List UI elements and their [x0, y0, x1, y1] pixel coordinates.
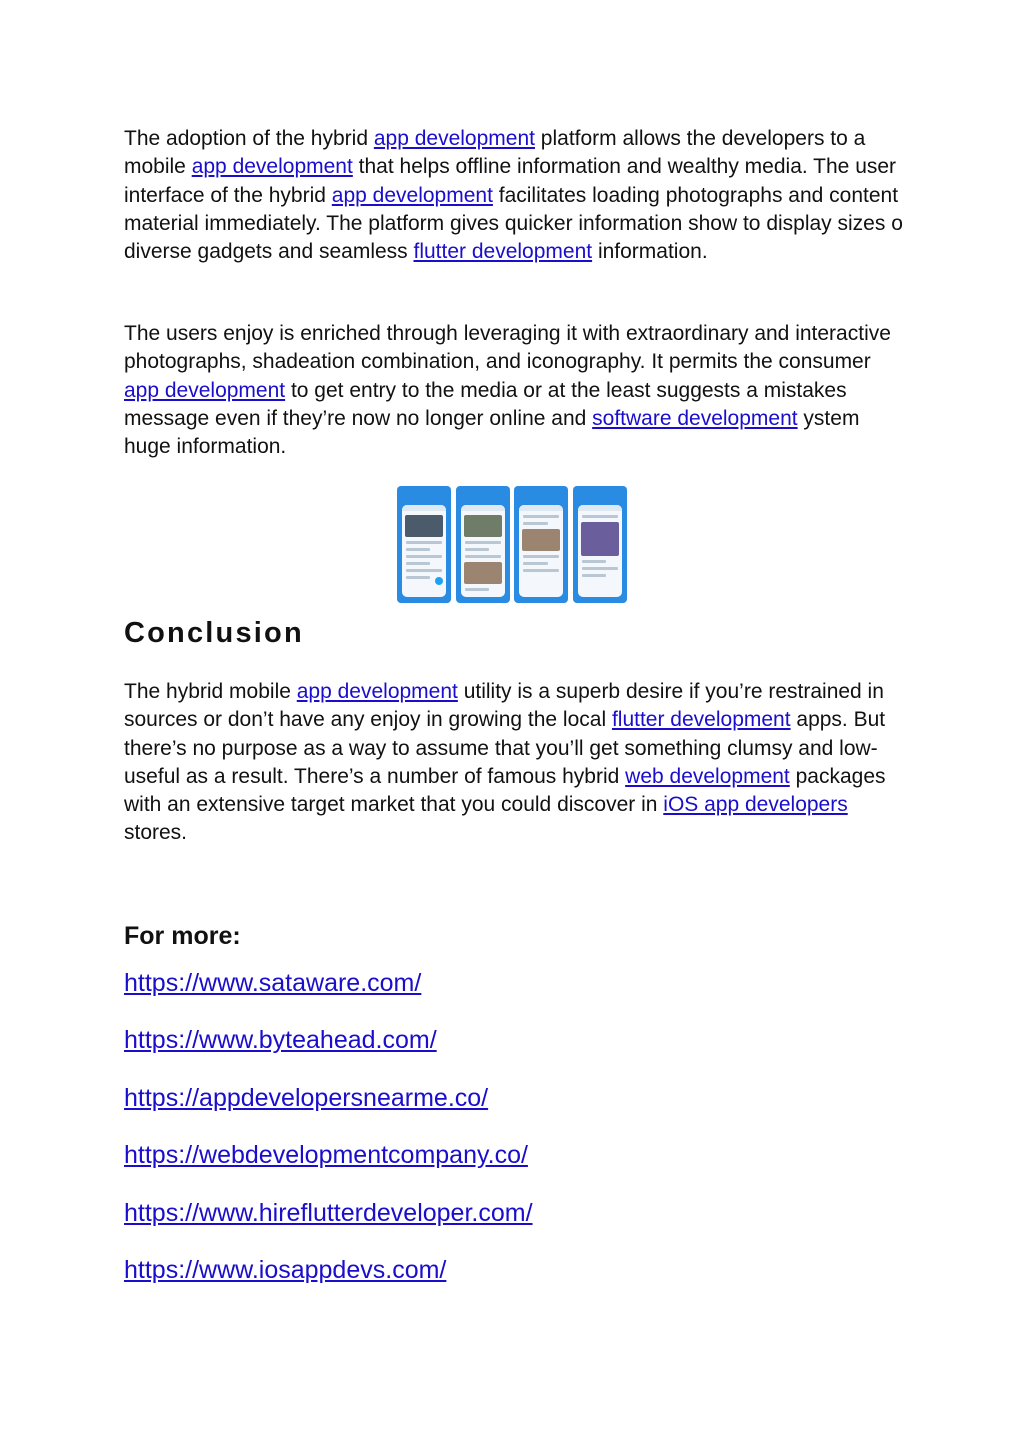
screenshot-caption	[401, 492, 447, 506]
text-run: apps. But there’s no purpose as a way to assume that you’ll get something clumsy and low-useful as a result. There’s a number of famous hybrid	[124, 708, 886, 788]
text-run: packages with an extensive target market that you could discover in	[124, 764, 886, 817]
phone-screen	[519, 505, 563, 597]
text-run: platform allows the developers to a mobile	[124, 127, 866, 179]
intro-paragraph-2	[124, 320, 904, 461]
conclusion-paragraph	[124, 678, 904, 848]
byteahead-link[interactable]: https://www.byteahead.com/	[124, 1026, 437, 1055]
flutter-development-link[interactable]: flutter development	[413, 240, 593, 264]
list-item	[124, 1253, 533, 1310]
phone-screenshot	[573, 486, 627, 603]
compose-icon	[435, 577, 443, 585]
app-development-link[interactable]: app development	[191, 155, 353, 179]
screenshot-caption	[518, 492, 564, 506]
intro-paragraph-1	[124, 125, 904, 266]
flutter-development-link[interactable]: flutter development	[611, 708, 791, 732]
phone-screenshot	[397, 486, 451, 603]
list-item	[124, 1023, 533, 1080]
text-run: facilitates loading photographs and content material immediately. The platform gives quicker information show to display sizes o diverse gadgets and seamless	[124, 183, 903, 264]
app-screenshots-image	[397, 486, 627, 603]
ios-app-developers-link[interactable]: iOS app developers	[663, 793, 848, 817]
phone-screen	[461, 505, 505, 597]
text-run: utility is a superb desire if you’re restrained in sources or don’t have any enjoy in growing the local	[124, 680, 884, 732]
hireflutterdeveloper-link[interactable]: https://www.hireflutterdeveloper.com/	[124, 1198, 533, 1227]
text-run: ystem huge information.	[124, 406, 860, 459]
list-item	[124, 1081, 533, 1138]
appdevelopersnearme-link[interactable]: https://appdevelopersnearme.co/	[124, 1083, 489, 1112]
screenshot-caption	[460, 492, 506, 506]
app-development-link[interactable]: app development	[331, 183, 493, 207]
software-development-link[interactable]: software development	[592, 406, 798, 430]
phone-screenshot	[456, 486, 510, 603]
text-run: The adoption of the hybrid	[124, 127, 374, 150]
phone-screenshot	[514, 486, 568, 603]
list-item	[124, 1196, 533, 1253]
more-links-list	[124, 966, 533, 1310]
sataware-link[interactable]: https://www.sataware.com/	[124, 969, 422, 997]
list-item	[124, 966, 533, 1023]
web-development-link[interactable]: web development	[625, 764, 790, 788]
text-run: stores.	[124, 821, 188, 845]
app-development-link[interactable]: app development	[373, 127, 535, 150]
text-run: The users enjoy is enriched through leveraging it with extraordinary and interactive photographs, shadeation combination, and iconography. It permits the consumer	[124, 322, 891, 374]
iosappdevs-link[interactable]: https://www.iosappdevs.com/	[124, 1255, 447, 1284]
conclusion-heading: Conclusion	[124, 617, 304, 649]
phone-screen	[578, 505, 622, 597]
for-more-heading: For more:	[124, 922, 241, 950]
list-item	[124, 1138, 533, 1195]
app-development-link[interactable]: app development	[296, 680, 458, 703]
phone-screen	[402, 505, 446, 597]
text-run: The hybrid mobile	[124, 680, 297, 703]
screenshot-caption	[577, 492, 623, 506]
app-development-link[interactable]: app development	[124, 378, 286, 402]
text-run: to get entry to the media or at the least suggests a mistakes message even if they’re now no longer online and	[124, 378, 847, 430]
text-run: that helps offline information and wealthy media. The user interface of the hybrid	[124, 155, 897, 207]
text-run: information.	[592, 240, 708, 264]
webdevelopmentcompany-link[interactable]: https://webdevelopmentcompany.co/	[124, 1141, 528, 1170]
